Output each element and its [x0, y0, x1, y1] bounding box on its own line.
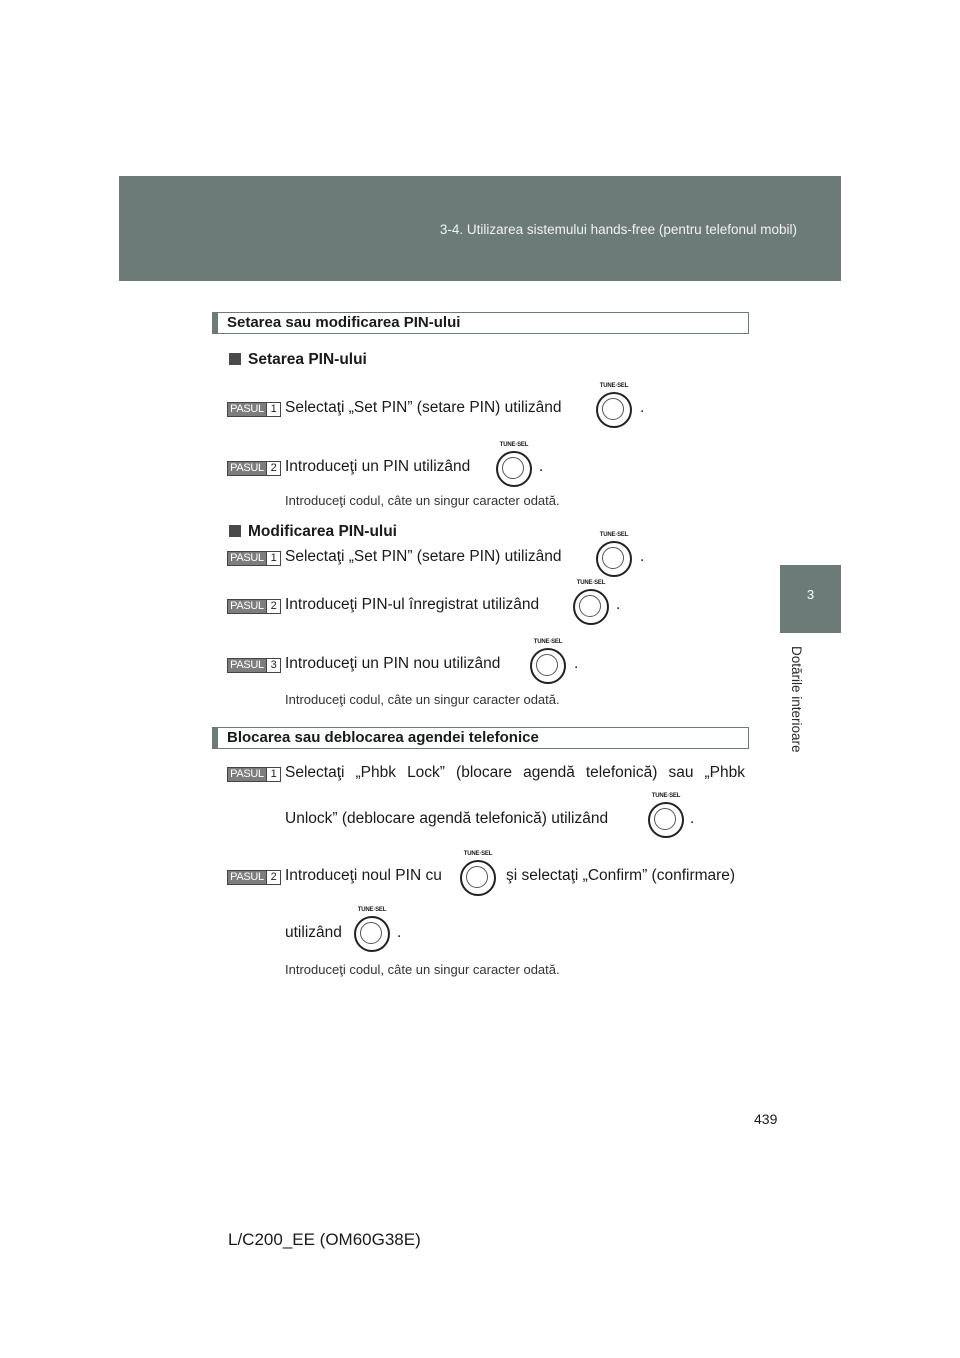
tune-sel-knob-icon: TUNE·SEL [354, 907, 390, 955]
step-end: . [640, 399, 645, 416]
step-badge: PASUL 1 [227, 767, 281, 782]
step-text-continued: Unlock” (deblocare agendă telefonică) utilizând [285, 810, 609, 827]
step-end: . [574, 655, 579, 672]
bullet-square-icon [229, 525, 241, 537]
chapter-tab: 3 [780, 565, 841, 633]
step-badge: PASUL 2 [227, 461, 281, 476]
note-text: Introduceţi codul, câte un singur caracter odată. [285, 493, 560, 508]
tune-sel-knob-icon: TUNE·SEL [648, 793, 684, 841]
step-text: Introduceţi noul PIN cu [285, 867, 442, 884]
step-end: . [539, 458, 544, 475]
step-end: . [397, 924, 402, 941]
step-end: . [640, 548, 645, 565]
tune-sel-knob-icon: TUNE·SEL [530, 639, 566, 687]
footer-code: L/C200_EE (OM60G38E) [228, 1230, 421, 1249]
note-text: Introduceţi codul, câte un singur caracter odată. [285, 962, 560, 977]
step-text: Selectaţi „Phbk Lock” (blocare agendă telefonică) sau „Phbk [285, 764, 745, 781]
step-badge: PASUL 2 [227, 870, 281, 885]
step-text-continued: utilizând [285, 924, 342, 941]
bullet-square-icon [229, 353, 241, 365]
step-text: Introduceţi un PIN nou utilizând [285, 655, 501, 672]
step-text: Selectaţi „Set PIN” (setare PIN) utilizând [285, 399, 562, 416]
step-badge: PASUL 3 [227, 658, 281, 673]
tune-sel-knob-icon: TUNE·SEL [460, 851, 496, 899]
step-end: . [616, 596, 621, 613]
side-band [780, 281, 841, 565]
step-text: Introduceţi PIN-ul înregistrat utilizând [285, 596, 540, 613]
step-text-middle: şi selectaţi „Confirm” (confirmare) [506, 867, 736, 884]
tune-sel-knob-icon: TUNE·SEL [496, 442, 532, 490]
step-text: Selectaţi „Set PIN” (setare PIN) utilizând [285, 548, 562, 565]
step-badge: PASUL 2 [227, 599, 281, 614]
tune-sel-knob-icon: TUNE·SEL [596, 532, 632, 580]
page-number: 439 [754, 1111, 778, 1127]
note-text: Introduceţi codul, câte un singur caracter odată. [285, 692, 560, 707]
chapter-side-label: Dotările interioare [789, 646, 804, 753]
subheading-modify-pin: Modificarea PIN-ului [229, 523, 397, 541]
step-badge: PASUL 1 [227, 551, 281, 566]
step-text: Introduceţi un PIN utilizând [285, 458, 471, 475]
section-title-pin: Setarea sau modificarea PIN-ului [212, 312, 749, 334]
step-badge: PASUL 1 [227, 402, 281, 417]
step-end: . [690, 810, 695, 827]
tune-sel-knob-icon: TUNE·SEL [573, 580, 609, 628]
subheading-set-pin: Setarea PIN-ului [229, 351, 367, 369]
section-title-phonebook: Blocarea sau deblocarea agendei telefonice [212, 727, 749, 749]
header-title: 3-4. Utilizarea sistemului hands-free (pentru telefonul mobil) [439, 222, 797, 237]
tune-sel-knob-icon: TUNE·SEL [596, 383, 632, 431]
chapter-header [119, 176, 841, 281]
